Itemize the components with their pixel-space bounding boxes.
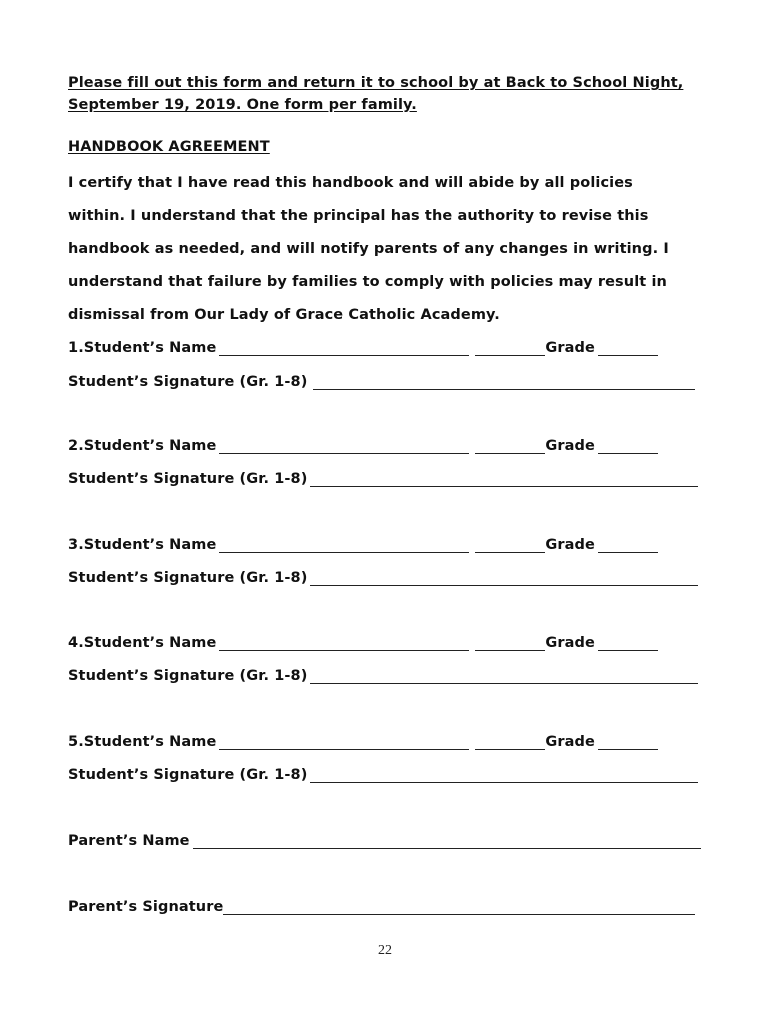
student-signature-field[interactable] — [310, 472, 698, 487]
student-4-name-row — [68, 627, 658, 651]
grade-label: Grade — [545, 340, 595, 356]
grade-label: Grade — [545, 635, 595, 651]
student-name-label: 4.Student’s Name — [68, 635, 217, 651]
student-2-name-row — [68, 430, 658, 454]
agreement-line-1: I certify that I have read this handbook and will abide by all policies — [68, 175, 633, 191]
grade-field[interactable] — [598, 439, 658, 454]
agreement-text — [68, 167, 708, 332]
student-name-label: 2.Student’s Name — [68, 438, 217, 454]
student-5-signature-row — [68, 759, 698, 783]
grade-label: Grade — [545, 734, 595, 750]
student-signature-label: Student’s Signature (Gr. 1-8) — [68, 767, 308, 783]
grade-field[interactable] — [598, 735, 658, 750]
parent-signature-row — [68, 891, 695, 915]
student-3-signature-row — [68, 562, 698, 586]
student-name-field-extension[interactable] — [475, 538, 545, 553]
student-1-name-row — [68, 332, 658, 356]
grade-field[interactable] — [598, 636, 658, 651]
agreement-line-5: dismissal from Our Lady of Grace Catholic Academy. — [68, 307, 500, 323]
student-5-name-row — [68, 726, 658, 750]
student-signature-field[interactable] — [313, 375, 695, 390]
student-name-field[interactable] — [219, 439, 469, 454]
parent-name-label: Parent’s Name — [68, 833, 190, 849]
student-signature-label: Student’s Signature (Gr. 1-8) — [68, 471, 308, 487]
grade-label: Grade — [545, 537, 595, 553]
grade-field[interactable] — [598, 538, 658, 553]
student-name-field-extension[interactable] — [475, 735, 545, 750]
student-name-label: 3.Student’s Name — [68, 537, 217, 553]
parent-signature-field[interactable] — [223, 900, 695, 915]
parent-signature-label: Parent’s Signature — [68, 899, 224, 915]
form-instructions — [68, 72, 708, 116]
agreement-line-4: understand that failure by families to comply with policies may result in — [68, 274, 667, 290]
student-name-label: 1.Student’s Name — [68, 340, 217, 356]
student-name-field[interactable] — [219, 636, 469, 651]
agreement-line-2: within. I understand that the principal has the authority to revise this — [68, 208, 649, 224]
student-name-field-extension[interactable] — [475, 341, 545, 356]
grade-field[interactable] — [598, 341, 658, 356]
student-name-field-extension[interactable] — [475, 439, 545, 454]
grade-label: Grade — [545, 438, 595, 454]
student-name-field[interactable] — [219, 735, 469, 750]
student-4-signature-row — [68, 660, 698, 684]
student-signature-label: Student’s Signature (Gr. 1-8) — [68, 570, 308, 586]
student-signature-label: Student’s Signature (Gr. 1-8) — [68, 668, 308, 684]
parent-name-row — [68, 825, 701, 849]
student-1-signature-row — [68, 366, 695, 390]
student-signature-label: Student’s Signature (Gr. 1-8) — [68, 374, 308, 390]
instructions-line-2: September 19, 2019. One form per family. — [68, 97, 417, 113]
student-2-signature-row — [68, 463, 698, 487]
student-name-field[interactable] — [219, 341, 469, 356]
page-number: 22 — [378, 943, 392, 958]
student-name-label: 5.Student’s Name — [68, 734, 217, 750]
student-name-field-extension[interactable] — [475, 636, 545, 651]
student-3-name-row — [68, 529, 658, 553]
agreement-line-3: handbook as needed, and will notify parents of any changes in writing. I — [68, 241, 669, 257]
section-heading: HANDBOOK AGREEMENT — [68, 139, 270, 155]
instructions-line-1: Please fill out this form and return it to school by at Back to School Night, — [68, 75, 684, 91]
student-name-field[interactable] — [219, 538, 469, 553]
parent-name-field[interactable] — [193, 834, 701, 849]
student-signature-field[interactable] — [310, 768, 698, 783]
student-signature-field[interactable] — [310, 571, 698, 586]
student-signature-field[interactable] — [310, 669, 698, 684]
handbook-agreement-form — [68, 0, 708, 1024]
